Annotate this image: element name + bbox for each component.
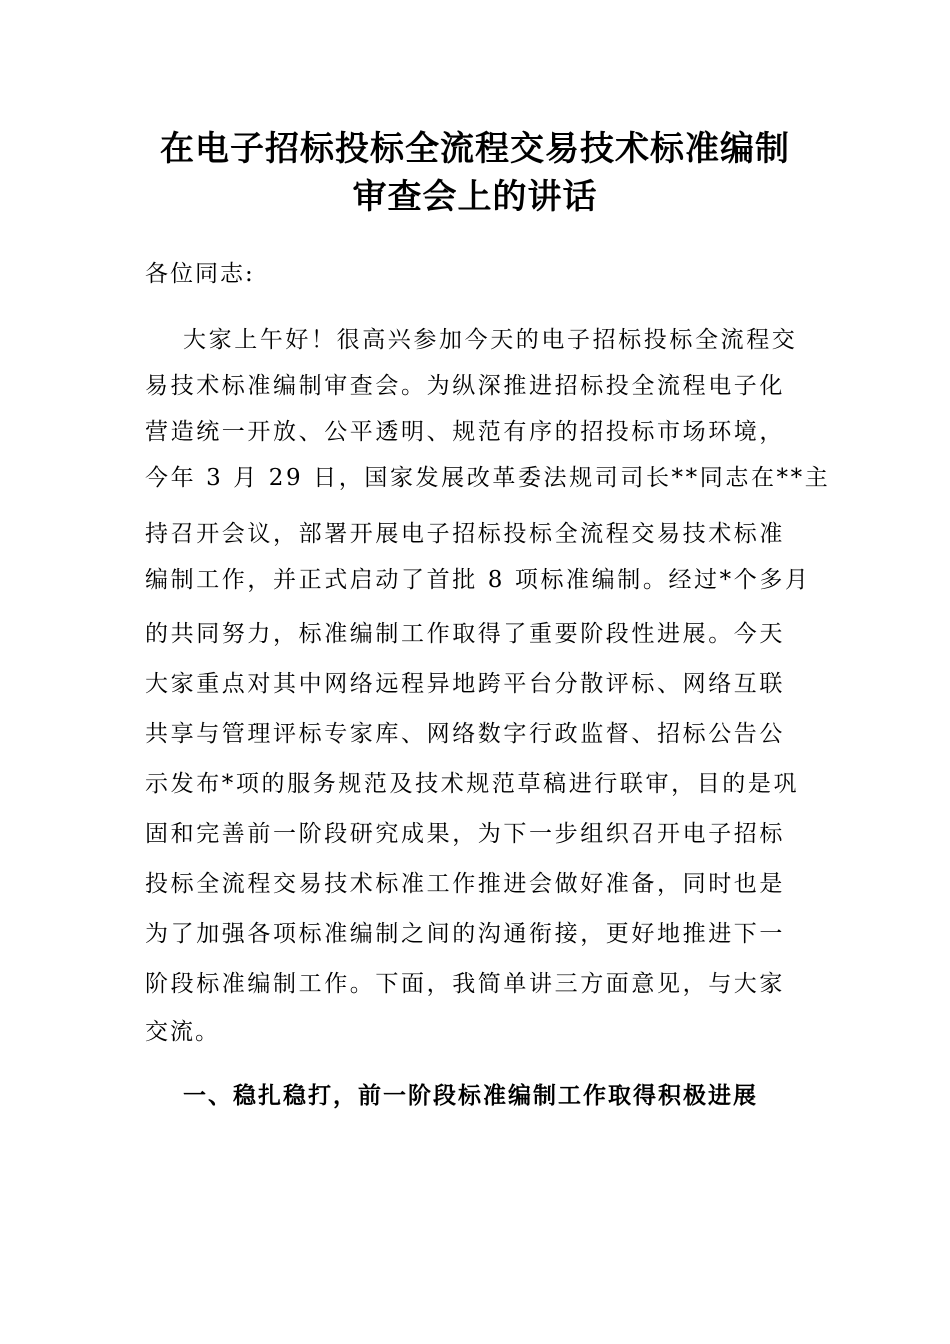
paragraph-line: 大家上午好！很高兴参加今天的电子招标投标全流程交 — [183, 327, 798, 353]
paragraph-line: 交流。 — [145, 1019, 220, 1045]
paragraph-line: 投标全流程交易技术标准工作推进会做好准备，同时也是 — [145, 871, 785, 897]
paragraph-line: 易技术标准编制审查会。为纵深推进招标投全流程电子化 — [145, 373, 785, 399]
paragraph-line: 营造统一开放、公平透明、规范有序的招投标市场环境， — [145, 419, 785, 445]
document-title-line-1: 在电子招标投标全流程交易技术标准编制 — [160, 129, 790, 169]
paragraph-line: 的共同努力，标准编制工作取得了重要阶段性进展。今天 — [145, 621, 785, 647]
salutation: 各位同志: — [145, 261, 255, 287]
paragraph-line: 示发布*项的服务规范及技术规范草稿进行联审，目的是巩 — [145, 771, 800, 797]
section-heading: 一、稳扎稳打，前一阶段标准编制工作取得积极进展 — [183, 1083, 758, 1109]
document-title-line-2: 审查会上的讲话 — [352, 177, 598, 217]
paragraph-line: 大家重点对其中网络远程异地跨平台分散评标、网络互联 — [145, 671, 785, 697]
paragraph-line: 编制工作，并正式启动了首批 8 项标准编制。经过*个多月 — [145, 567, 811, 593]
paragraph-line: 阶段标准编制工作。下面，我简单讲三方面意见，与大家 — [145, 971, 785, 997]
paragraph-line: 为了加强各项标准编制之间的沟通衔接，更好地推进下一 — [145, 921, 785, 947]
paragraph-line: 持召开会议，部署开展电子招标投标全流程交易技术标准 — [145, 521, 785, 547]
paragraph-line: 今年 3 月 29 日，国家发展改革委法规司司长**同志在**主 — [145, 465, 831, 491]
paragraph-line: 共享与管理评标专家库、网络数字行政监督、招标公告公 — [145, 721, 785, 747]
paragraph-line: 固和完善前一阶段研究成果，为下一步组织召开电子招标 — [145, 821, 785, 847]
